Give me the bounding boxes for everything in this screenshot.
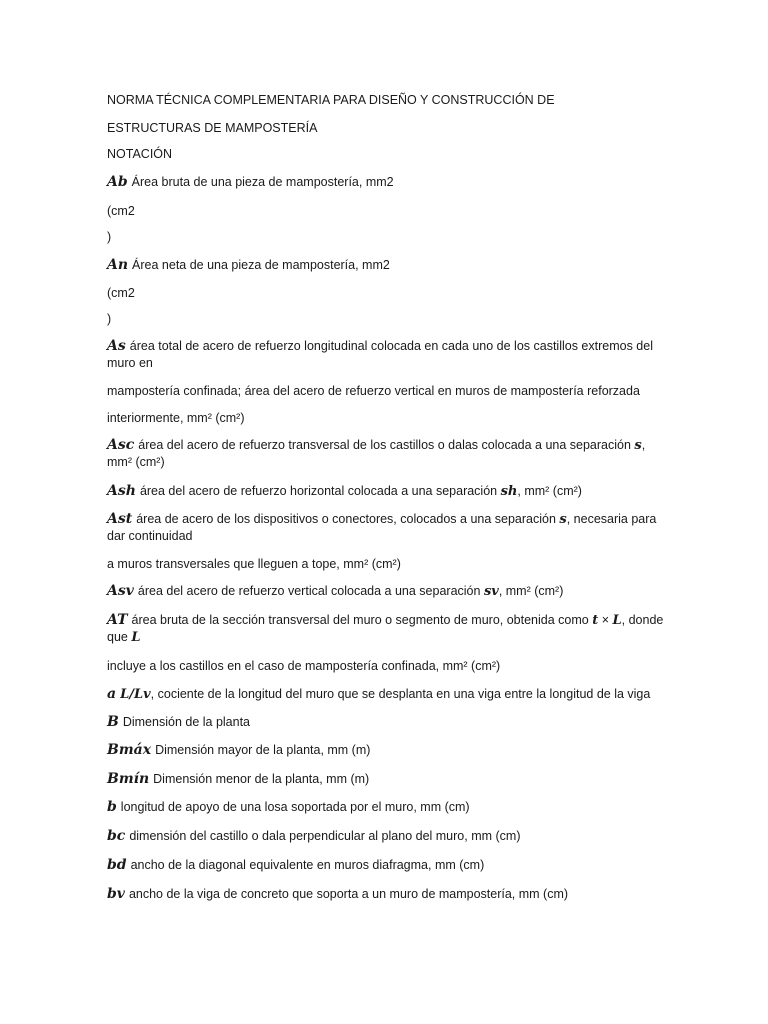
notation-symbol: Bmín	[107, 771, 150, 787]
notation-symbol: An	[107, 257, 129, 273]
notation-definition: longitud de apoyo de una losa soportada por el muro, mm (cm)	[120, 800, 470, 814]
notation-definition: ancho de la viga de concreto que soporta a un muro de mampostería, mm (cm)	[128, 887, 569, 901]
inline-symbol: L	[612, 613, 622, 628]
notation-entry-at	[107, 612, 667, 646]
notation-entry-bd	[107, 857, 667, 873]
notation-continuation: (cm2	[107, 204, 135, 218]
notation-entry-a	[107, 686, 667, 703]
inline-symbol: s	[634, 438, 642, 453]
notation-entry-bmin	[107, 771, 667, 787]
notation-entry-b-lower	[107, 799, 667, 815]
notation-definition: ancho de la diagonal equivalente en muros diafragma, mm (cm)	[130, 858, 485, 872]
notation-definition: área bruta de la sección transversal del muro o segmento de muro, obtenida como	[131, 613, 589, 627]
notation-continuation: )	[107, 230, 112, 244]
notation-definition-tail: , donde que	[107, 613, 664, 644]
notation-entry-b-upper	[107, 714, 667, 730]
notation-symbol: Ab	[107, 174, 128, 190]
notation-symbol: B	[107, 714, 119, 730]
inline-symbol: sv	[483, 584, 499, 599]
notation-definition: Área neta de una pieza de mampostería, mm2	[132, 258, 390, 272]
notation-definition: área del acero de refuerzo transversal de los castillos o dalas colocada a una separación	[138, 438, 631, 452]
notation-symbol: bc	[107, 828, 126, 844]
notation-entry-ast	[107, 511, 667, 545]
notation-continuation: a muros transversales que lleguen a tope, mm² (cm²)	[107, 557, 401, 571]
times-sign: ×	[601, 613, 610, 627]
notation-definition: dimensión del castillo o dala perpendicular al plano del muro, mm (cm)	[129, 829, 521, 843]
notation-symbol: Bmáx	[107, 742, 152, 758]
notation-definition: área del acero de refuerzo horizontal colocada a una separación	[139, 484, 498, 498]
inline-symbol: sh	[500, 484, 518, 499]
section-heading: NOTACIÓN	[107, 147, 173, 161]
notation-symbol: bv	[107, 886, 125, 902]
inline-symbol: s	[559, 512, 567, 527]
inline-symbol: L/Lv	[120, 687, 151, 702]
document-title-line-1: NORMA TÉCNICA COMPLEMENTARIA PARA DISEÑO Y CONSTRUCCIÓN DE	[107, 93, 555, 107]
notation-definition: área del acero de refuerzo vertical colocada a una separación	[137, 584, 481, 598]
notation-definition: Dimensión menor de la planta, mm (m)	[153, 772, 370, 786]
notation-continuation: mampostería confinada; área del acero de refuerzo vertical en muros de mampostería reforzada	[107, 384, 640, 398]
notation-definition-tail: , mm² (cm²)	[498, 584, 564, 598]
notation-continuation: interiormente, mm² (cm²)	[107, 411, 245, 425]
notation-symbol: Ast	[107, 511, 133, 527]
notation-definition-tail: , mm² (cm²)	[107, 438, 646, 469]
notation-entry-bc	[107, 828, 667, 844]
notation-definition: , cociente de la longitud del muro que se desplanta en una viga entre la longitud de la viga	[150, 687, 651, 701]
notation-entry-asc	[107, 437, 667, 471]
notation-symbol: As	[107, 338, 126, 354]
notation-symbol: Asc	[107, 437, 135, 453]
notation-continuation: incluye a los castillos en el caso de mampostería confinada, mm² (cm²)	[107, 659, 501, 673]
notation-symbol: AT	[107, 612, 128, 628]
notation-definition-tail: , mm² (cm²)	[517, 484, 582, 498]
notation-entry-ab	[107, 174, 667, 190]
notation-definition: área total de acero de refuerzo longitudinal colocada en cada uno de los castillos extremos del muro en	[107, 339, 653, 370]
notation-entry-as	[107, 338, 667, 372]
notation-definition: Dimensión mayor de la planta, mm (m)	[155, 743, 371, 757]
notation-entry-bv	[107, 886, 667, 902]
notation-symbol: bd	[107, 857, 127, 873]
notation-symbol: a	[107, 686, 117, 702]
notation-symbol: b	[107, 799, 117, 815]
inline-symbol: L	[131, 630, 141, 645]
notation-definition-tail: , necesaria para dar continuidad	[107, 512, 657, 543]
inline-symbol: t	[592, 613, 599, 628]
notation-entry-asv	[107, 583, 667, 600]
document-title-line-2: ESTRUCTURAS DE MAMPOSTERÍA	[107, 121, 318, 135]
notation-entry-bmax	[107, 742, 667, 758]
notation-definition: área de acero de los dispositivos o conectores, colocados a una separación	[136, 512, 556, 526]
notation-entry-an	[107, 257, 667, 273]
notation-continuation: (cm2	[107, 286, 135, 300]
notation-definition: Dimensión de la planta	[122, 715, 251, 729]
notation-continuation: )	[107, 312, 112, 326]
notation-symbol: Asv	[107, 583, 134, 599]
notation-entry-ash	[107, 483, 667, 500]
notation-symbol: Ash	[107, 483, 136, 499]
notation-definition: Área bruta de una pieza de mampostería, mm2	[131, 175, 394, 189]
